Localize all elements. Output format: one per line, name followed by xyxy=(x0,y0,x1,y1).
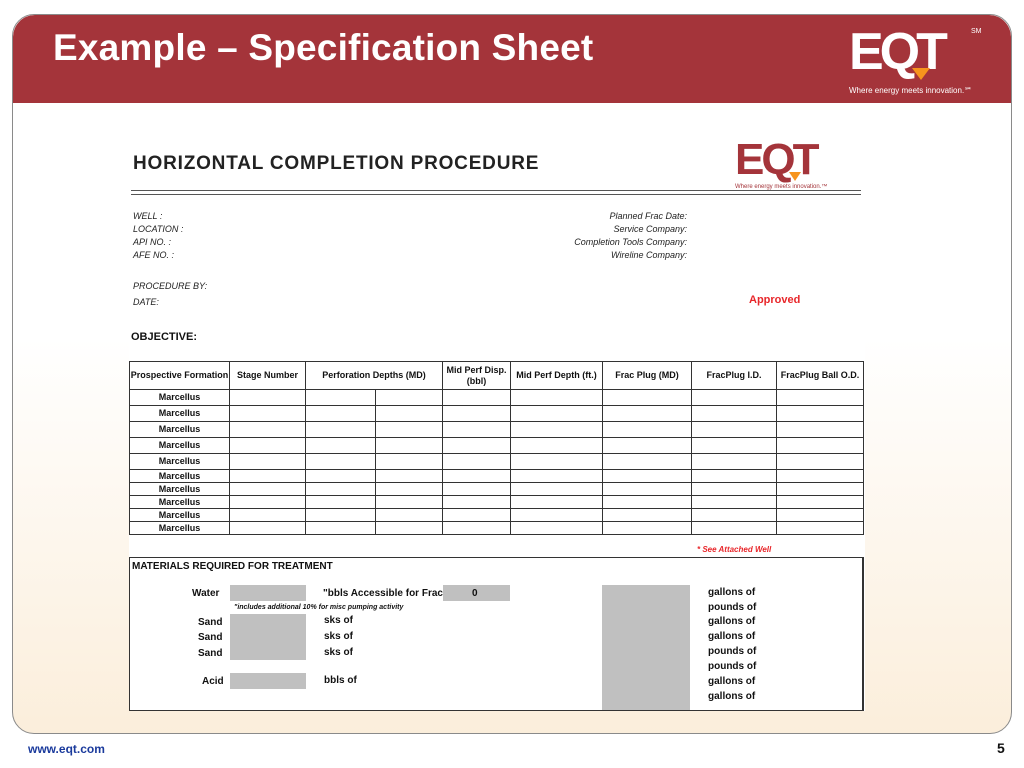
formation-cell: Marcellus xyxy=(130,522,230,535)
formation-cell: Marcellus xyxy=(130,422,230,438)
right-unit-5: pounds of xyxy=(708,646,757,657)
formation-cell: Marcellus xyxy=(130,438,230,454)
right-unit-2: pounds of xyxy=(708,602,757,613)
right-unit-3: gallons of xyxy=(708,616,756,627)
acid-unit: bbls of xyxy=(324,675,357,686)
header-stage: Stage Number xyxy=(230,362,306,390)
sand-label-2: Sand xyxy=(198,632,223,643)
header-perforation-depths: Perforation Depths (MD) xyxy=(306,362,443,390)
logo-tagline: Where energy meets innovation.℠ xyxy=(849,86,973,95)
field-well: WELL : xyxy=(133,211,163,221)
field-wireline-company: Wireline Company: xyxy=(611,250,687,260)
table-row xyxy=(130,438,864,454)
eqt-logo-word: EQT xyxy=(849,23,944,81)
slide-title: Example – Specification Sheet xyxy=(53,27,594,68)
field-procedure-by: PROCEDURE BY: xyxy=(133,281,208,291)
formation-cell: Marcellus xyxy=(130,406,230,422)
header-frac-plug: Frac Plug (MD) xyxy=(603,362,692,390)
sand-label-3: Sand xyxy=(198,648,223,659)
sheet-title: HORIZONTAL COMPLETION PROCEDURE xyxy=(133,153,540,174)
page-number: 5 xyxy=(997,740,1005,756)
field-afe-no: AFE NO. : xyxy=(133,250,175,260)
stage-table xyxy=(129,361,864,535)
table-row xyxy=(130,509,864,522)
sand-unit-2: sks of xyxy=(324,631,353,642)
field-planned-frac-date: Planned Frac Date: xyxy=(609,211,687,221)
right-unit-7: gallons of xyxy=(708,676,756,687)
sand-unit-3: sks of xyxy=(324,647,353,658)
water-label: Water xyxy=(192,588,220,599)
table-row xyxy=(130,406,864,422)
right-unit-8: gallons of xyxy=(708,691,756,702)
sand-qty-field xyxy=(230,614,306,660)
title-rule xyxy=(131,190,861,195)
right-unit-6: pounds of xyxy=(708,661,757,672)
table-row xyxy=(130,470,864,483)
sand-label-1: Sand xyxy=(198,617,223,628)
right-unit-1: gallons of xyxy=(708,587,756,598)
table-row xyxy=(130,390,864,406)
acid-qty-field xyxy=(230,673,306,689)
logo-sm-mark: SM xyxy=(971,28,982,35)
header-mid-perf-depth: Mid Perf Depth (ft.) xyxy=(511,362,603,390)
title-banner xyxy=(13,15,1011,103)
eqt-logo xyxy=(849,23,982,98)
water-qty-field xyxy=(230,585,306,601)
see-attached-note: * See Attached Well xyxy=(697,545,772,554)
materials-title: MATERIALS REQUIRED FOR TREATMENT xyxy=(132,561,333,572)
footer-url-link[interactable]: www.eqt.com xyxy=(28,742,105,756)
table-header-row xyxy=(130,362,864,390)
water-accessible-text: "bbls Accessible for Frac xyxy=(323,588,443,599)
slide-frame xyxy=(12,14,1012,734)
field-location: LOCATION : xyxy=(133,224,184,234)
sheet-logo-check-icon xyxy=(789,172,801,181)
specification-sheet-image xyxy=(129,131,865,711)
right-unit-4: gallons of xyxy=(708,631,756,642)
acid-label: Acid xyxy=(202,676,224,687)
table-row xyxy=(130,483,864,496)
field-completion-tools-company: Completion Tools Company: xyxy=(574,237,687,247)
sand-unit-1: sks of xyxy=(324,615,353,626)
formation-cell: Marcellus xyxy=(130,454,230,470)
sheet-eqt-logo xyxy=(727,137,867,197)
sheet-logo-word: EQT xyxy=(735,135,817,184)
field-date: DATE: xyxy=(133,297,159,307)
header-fracplug-ball: FracPlug Ball O.D. xyxy=(777,362,864,390)
sheet-logo-tagline: Where energy meets innovation.™ xyxy=(735,184,828,190)
water-value: 0 xyxy=(472,588,478,599)
header-formation: Prospective Formation xyxy=(130,362,230,390)
right-qty-field xyxy=(602,585,690,710)
formation-cell: Marcellus xyxy=(130,509,230,522)
table-row xyxy=(130,454,864,470)
approved-label: Approved xyxy=(749,294,801,306)
water-note: "includes additional 10% for misc pumping activity xyxy=(234,604,404,611)
table-row xyxy=(130,422,864,438)
formation-cell: Marcellus xyxy=(130,470,230,483)
table-row xyxy=(130,522,864,535)
formation-cell: Marcellus xyxy=(130,496,230,509)
header-fracplug-id: FracPlug I.D. xyxy=(692,362,777,390)
field-api-no: API NO. : xyxy=(133,237,172,247)
table-row xyxy=(130,496,864,509)
field-service-company: Service Company: xyxy=(613,224,687,234)
materials-section xyxy=(129,557,864,711)
formation-cell: Marcellus xyxy=(130,390,230,406)
objective-label: OBJECTIVE: xyxy=(131,331,198,343)
formation-cell: Marcellus xyxy=(130,483,230,496)
logo-check-icon xyxy=(912,68,930,80)
header-mid-perf-disp: Mid Perf Disp. (bbl) xyxy=(443,362,511,390)
